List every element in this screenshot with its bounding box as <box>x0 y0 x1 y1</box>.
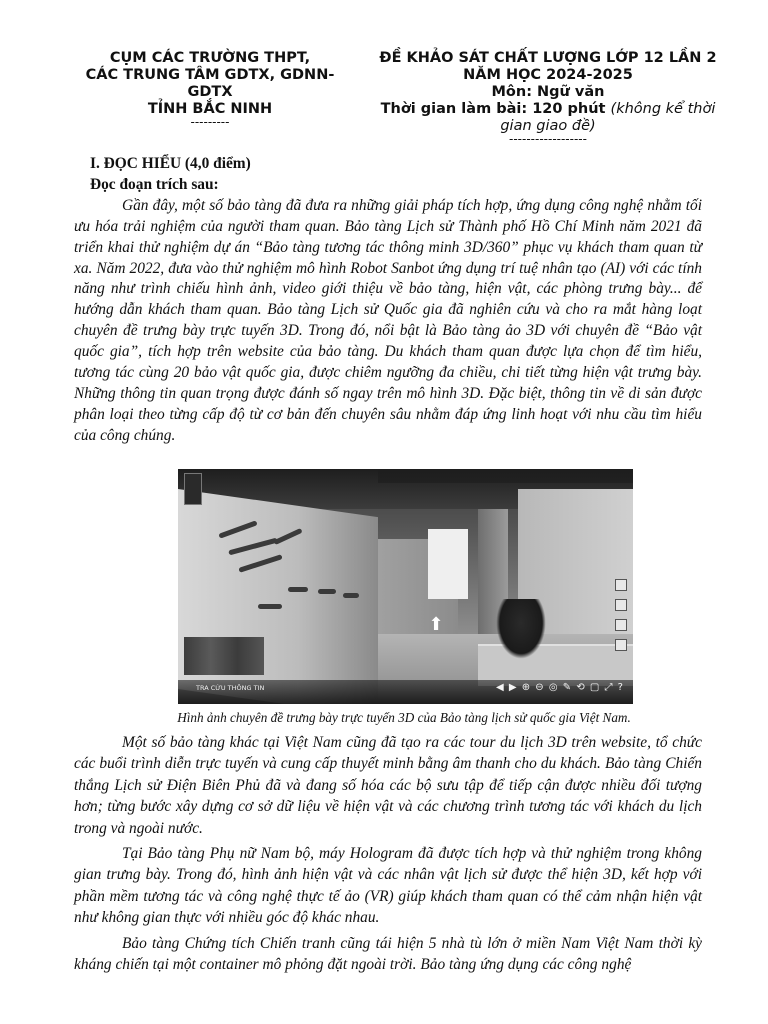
side-icon <box>615 639 627 651</box>
passage-paragraph-3: Tại Bảo tàng Phụ nữ Nam bộ, máy Hologram đã được tích hợp và thử nghiệm trong không gian trưng bày. Trong đó, hình ảnh hiện vật và các nhân vật lịch sử được thể hiện 3D, kết hợp với phần mềm tương tác và công nghệ thực tế ảo (VR) giúp khách tham quan có thể cảm nhận hiện vật như không gian thực với nhiều góc độ khác nhau. <box>74 845 702 927</box>
time-line <box>358 101 738 118</box>
passage-paragraph-2: Một số bảo tàng khác tại Việt Nam cũng đã tạo ra các tour du lịch 3D trên website, tổ chức các buổi trình diễn trực tuyến và cung cấp thuyết minh bằng âm thanh cho du khách. Bảo tàng Chiến thắng Lịch sử Điện Biên Phủ đã và đang số hóa các bộ sưu tập để tiếp cận được nhiều đối tượng hơn; từng bước xây dựng cơ sở dữ liệu về hiện vật và các chương trình tương tác với khách du lịch trong và ngoài nước. <box>74 734 702 837</box>
exam-underline: ------------------ <box>509 132 587 146</box>
image-artifact <box>318 589 336 594</box>
side-icon <box>615 599 627 611</box>
reading-section <box>74 154 702 447</box>
header-right-exam-info <box>358 50 738 146</box>
image-artifact <box>288 587 308 592</box>
image-side-icons <box>615 579 627 669</box>
toolbar-label: TRA CỨU THÔNG TIN <box>196 684 265 692</box>
time-note-part1: (không kể thời <box>610 101 716 117</box>
section-title: I. ĐỌC HIỂU (4,0 điểm) <box>90 155 251 172</box>
reading-section-continued <box>74 732 702 975</box>
time-label: Thời gian làm bài: 120 phút <box>380 101 606 117</box>
passage-paragraph-4: Bảo tàng Chứng tích Chiến tranh cũng tái hiện 5 nhà tù lớn ở miền Nam Việt Nam thời kỳ kháng chiến tại một container mô phỏng đặt ngoài trời. Bảo tàng ứng dụng các công nghệ <box>74 934 702 974</box>
toolbar-icons: ◀ ▶ ⊕ ⊖ ◎ ✎ ⟲ ▢ ⤢ ? <box>496 682 624 693</box>
passage-paragraph-1: Gần đây, một số bảo tàng đã đưa ra những giải pháp tích hợp, ứng dụng công nghệ nhằm tối ưu hóa trải nghiệm của người tham quan. Bảo tàng Lịch sử Thành phố Hồ Chí Minh năm 2021 đã triển khai thử nghiệm dự án “Bảo tàng tương tác thông minh 3D/360” phục vụ khách tham quan từ xa. Năm 2022, đưa vào thử nghiệm mô hình Robot Sanbot ứng dụng trí tuệ nhân tạo (AI) với các tính năng như trình chiếu hình ảnh, video giới thiệu về bảo tàng, hiện vật, các phòng trưng bày... để hướng dẫn khách tham quan. Bảo tàng Lịch sử Quốc gia đã nghiên cứu và cho ra mắt hàng loạt chuyên đề trưng bày trực tuyến 3D. Trong đó, nổi bật là Bảo tàng ảo 3D với chuyên đề “Bảo vật quốc gia”, tích hợp trên website của bảo tàng. Du khách tham quan được lựa chọn để tìm hiểu, tương tác cùng 20 bảo vật quốc gia, được chiêm ngưỡng đa chiều, chi tiết từng hiện vật trưng bày. Những thông tin quan trọng được đánh số ngay trên mô hình 3D. Đặc biệt, thông tin về di sản được phân loại theo từng cấp độ từ cơ bản đến chuyên sâu nhằm đáp ứng linh hoạt với nhu cầu tìm hiểu của công chúng. <box>74 196 702 444</box>
image-thumbnail-strip <box>184 637 264 675</box>
org-line-1: CỤM CÁC TRƯỜNG THPT, <box>109 50 311 66</box>
subject: Môn: Ngữ văn <box>491 84 605 100</box>
museum-3d-image <box>178 469 633 704</box>
image-artifact <box>343 593 359 598</box>
image-artifact <box>258 604 282 609</box>
exam-title: ĐỀ KHẢO SÁT CHẤT LƯỢNG LỚP 12 LẦN 2 <box>379 50 717 66</box>
image-doorway <box>428 529 468 599</box>
org-underline: --------- <box>190 115 230 129</box>
image-statue <box>496 599 546 659</box>
museum-logo-icon <box>184 473 202 505</box>
time-note-part2: gian giao đề) <box>500 118 596 134</box>
image-top-bar <box>378 469 633 483</box>
read-instruction: Đọc đoạn trích sau: <box>90 175 219 193</box>
figure-caption: Hình ảnh chuyên đề trưng bày trực tuyến 3D của Bảo tàng lịch sử quốc gia Việt Nam. <box>177 710 631 725</box>
side-icon <box>615 619 627 631</box>
org-line-2: CÁC TRUNG TÂM GDTX, GDNN- <box>85 67 335 83</box>
school-year: NĂM HỌC 2024-2025 <box>463 67 633 83</box>
header-left-organization <box>60 50 360 129</box>
org-line-4: TỈNH BẮC NINH <box>147 101 273 117</box>
side-icon <box>615 579 627 591</box>
navigation-arrow-icon: ⬆ <box>428 614 444 635</box>
org-line-3: GDTX <box>187 84 233 100</box>
